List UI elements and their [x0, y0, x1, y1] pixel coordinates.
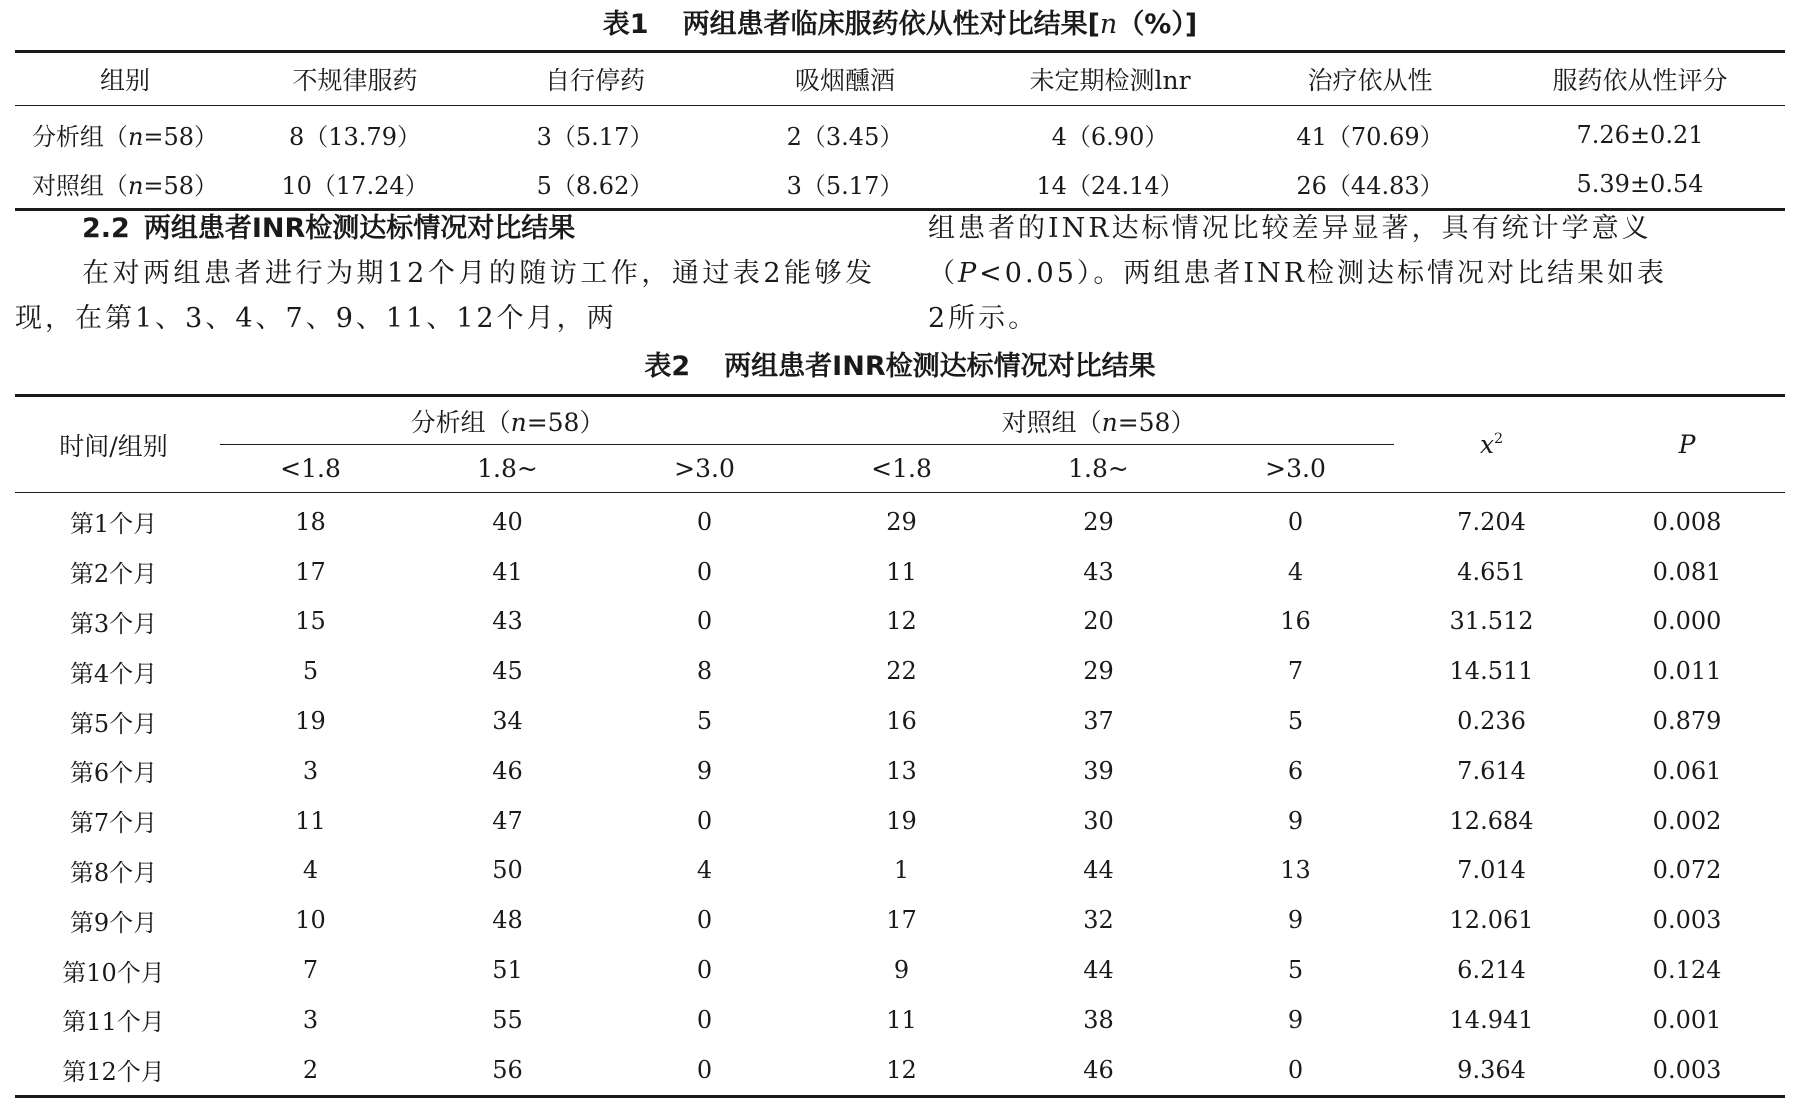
table-cell: 5 [1287, 707, 1304, 736]
table-cell: 11 [886, 557, 917, 586]
table2-header-chi-square [1394, 396, 1589, 493]
table2-row-time: 第11个月 [62, 1008, 165, 1037]
table1-header-score: 服药依从性评分 [1495, 52, 1785, 106]
right-column [928, 206, 1785, 341]
table-cell: 43 [492, 607, 523, 636]
table1-header-irregular: 不规律服药 [235, 52, 475, 106]
table-cell: 0 [696, 557, 713, 586]
table-cell: 4.651 [1457, 557, 1526, 586]
table-cell: 17 [886, 906, 917, 935]
table1-header-self-stop: 自行停药 [475, 52, 715, 106]
table-cell: 0 [1287, 1055, 1304, 1084]
table-cell: 45 [492, 657, 523, 686]
table-cell: 0 [696, 1005, 713, 1034]
table2-subheader: 1.8~ [409, 445, 606, 493]
table-cell: 11 [295, 806, 326, 835]
table-cell: 29 [1083, 657, 1114, 686]
table-cell: 48 [492, 906, 523, 935]
table-row [15, 945, 1785, 995]
table-cell: 41 [492, 557, 523, 586]
table-cell: 8 [696, 657, 713, 686]
table-cell: 19 [295, 707, 326, 736]
table-cell: 3（5.17） [786, 172, 904, 200]
table2-body [15, 493, 1785, 1097]
table-cell: 13 [886, 756, 917, 785]
group-n: n [127, 172, 144, 200]
table-cell: 29 [1083, 507, 1114, 536]
group-suffix: =58） [143, 172, 219, 200]
table-cell: 13 [1280, 856, 1311, 885]
group-n: n [127, 123, 144, 151]
table-cell: 44 [1083, 956, 1114, 985]
table2-subheader: <1.8 [803, 445, 1000, 493]
group2-prefix: 对照组（ [1001, 408, 1102, 437]
table-cell: 1 [893, 856, 910, 885]
table-row [15, 796, 1785, 846]
table1-header-compliance: 治疗依从性 [1245, 52, 1495, 106]
table-cell: 5.39±0.54 [1576, 169, 1704, 198]
table-cell: 3 [302, 1005, 319, 1034]
group2-suffix: =58） [1117, 408, 1196, 437]
table-cell: 0 [696, 806, 713, 835]
table-cell: 40 [492, 507, 523, 536]
table2-row-time: 第5个月 [69, 709, 158, 738]
table-cell: 55 [492, 1005, 523, 1034]
table-cell: 6.214 [1457, 956, 1526, 985]
table-cell: 0 [1287, 507, 1304, 536]
table-cell: 14（24.14） [1036, 172, 1184, 200]
table-cell: 9 [893, 956, 910, 985]
group-prefix: 分析组（ [31, 123, 128, 151]
table-cell: 7.26±0.21 [1576, 120, 1704, 149]
table-cell: 20 [1083, 607, 1114, 636]
table-cell: 31.512 [1449, 607, 1534, 636]
table-cell: 0 [696, 906, 713, 935]
table-cell: 12.061 [1449, 906, 1534, 935]
table-cell: 12 [886, 607, 917, 636]
table-cell: 3 [302, 756, 319, 785]
table-cell: 17 [295, 557, 326, 586]
table-cell: 5 [302, 657, 319, 686]
table-cell: 9 [1287, 806, 1304, 835]
table-cell: 14.941 [1449, 1005, 1534, 1034]
table1-title-main: 两组患者临床服药依从性对比结果[ [682, 9, 1100, 40]
table-cell: 5（8.62） [536, 172, 654, 200]
table-cell: 0.008 [1652, 507, 1722, 536]
table-cell: 32 [1083, 906, 1114, 935]
table-cell: 14.511 [1449, 657, 1534, 686]
table-cell: 5 [696, 707, 713, 736]
table1-header-row [15, 52, 1785, 106]
table-row [15, 547, 1785, 597]
table-row [15, 159, 1785, 210]
left-paragraph: 在对两组患者进行为期12个月的随访工作，通过表2能够发现，在第1、3、4、7、9、11、12个月，两 [15, 258, 875, 334]
table-cell: 4（6.90） [1051, 123, 1169, 151]
table-cell: 2 [302, 1055, 319, 1084]
table2-row-time: 第4个月 [69, 659, 158, 688]
table-cell: 7.204 [1457, 507, 1526, 536]
table-cell: 0.003 [1652, 906, 1722, 935]
table-cell: 30 [1083, 806, 1114, 835]
table2-row-time: 第7个月 [69, 809, 158, 838]
table2-header-time: 时间/组别 [15, 396, 212, 493]
table-cell: 0.879 [1652, 707, 1722, 736]
table-cell: 19 [886, 806, 917, 835]
table-cell: 4 [696, 856, 713, 885]
group1-prefix: 分析组（ [410, 408, 511, 437]
section-2-2 [15, 206, 1785, 346]
table-cell: 8（13.79） [289, 123, 421, 151]
table-cell: 15 [295, 607, 326, 636]
table-cell: 7.614 [1457, 756, 1526, 785]
chi-label: x [1480, 430, 1495, 459]
left-column [15, 206, 875, 341]
table2-header-analysis-group [212, 396, 803, 446]
table-cell: 0.124 [1652, 956, 1722, 985]
table-cell: 43 [1083, 557, 1114, 586]
table-cell: 0.072 [1652, 856, 1722, 885]
table-cell: 46 [1083, 1055, 1114, 1084]
table-cell: 7 [1287, 657, 1304, 686]
table-cell: 29 [886, 507, 917, 536]
table-cell: 11 [886, 1005, 917, 1034]
table2-subheader: >3.0 [1197, 445, 1394, 493]
table1-label: 表1 [602, 9, 649, 40]
table2-row-time: 第1个月 [69, 510, 158, 539]
table-cell: 16 [1280, 607, 1311, 636]
table2-row-time: 第9个月 [69, 908, 158, 937]
table-cell: 0 [696, 507, 713, 536]
p-symbol: P [958, 258, 980, 289]
table-cell: 56 [492, 1055, 523, 1084]
table-cell: 0.061 [1652, 756, 1722, 785]
table-cell: 37 [1083, 707, 1114, 736]
table-cell: 9 [1287, 906, 1304, 935]
table1-header-no-inr-test: 未定期检测lnr [975, 52, 1245, 106]
table-row [15, 846, 1785, 896]
table1-header-smoking-drinking: 吸烟醺酒 [715, 52, 975, 106]
table-cell: 16 [886, 707, 917, 736]
table2-row-time: 第3个月 [69, 609, 158, 638]
table-cell: 0.001 [1652, 1005, 1722, 1034]
table-cell: 39 [1083, 756, 1114, 785]
table-row [15, 895, 1785, 945]
table-cell: 9 [1287, 1005, 1304, 1034]
group1-suffix: =58） [526, 408, 605, 437]
table-cell: 18 [295, 507, 326, 536]
table-row [15, 597, 1785, 647]
table2-row-time: 第10个月 [62, 958, 165, 987]
table-cell: 2（3.45） [786, 123, 904, 151]
table-cell: 4 [302, 856, 319, 885]
section-number: 2.2 [82, 213, 130, 244]
table-row [15, 646, 1785, 696]
table2-header-control-group [803, 396, 1394, 446]
table1-title-rest: （%）] [1117, 9, 1198, 40]
section-heading-text: 两组患者INR检测达标情况对比结果 [143, 213, 576, 244]
paren-open: （ [928, 258, 958, 289]
table-cell: 34 [492, 707, 523, 736]
table-cell: 47 [492, 806, 523, 835]
table-cell: 0.081 [1652, 557, 1722, 586]
table2-caption [0, 348, 1800, 386]
table-row [15, 696, 1785, 746]
table1-row-group [15, 159, 235, 210]
section-heading [15, 206, 875, 251]
table-row [15, 106, 1785, 160]
table-cell: 22 [886, 657, 917, 686]
table-cell: 12.684 [1449, 806, 1534, 835]
table2-title: 两组患者INR检测达标情况对比结果 [724, 351, 1156, 382]
table-cell: 9 [696, 756, 713, 785]
table-row [15, 1045, 1785, 1096]
right-paragraph-line3: 2所示。 [928, 303, 1039, 334]
table-cell: 26（44.83） [1296, 172, 1444, 200]
group-underline [220, 444, 803, 445]
table-cell: 7.014 [1457, 856, 1526, 885]
table-cell: 10 [295, 906, 326, 935]
group1-n: n [510, 408, 527, 437]
right-line2-rest: <0.05）。两组患者INR检测达标情况对比结果如表 [979, 258, 1668, 289]
table-cell: 6 [1287, 756, 1304, 785]
table2-row-time: 第12个月 [62, 1058, 165, 1087]
group-prefix: 对照组（ [31, 172, 128, 200]
table1 [15, 50, 1785, 211]
table-cell: 44 [1083, 856, 1114, 885]
table-cell: 12 [886, 1055, 917, 1084]
table-row [15, 995, 1785, 1045]
table2-row-time: 第8个月 [69, 858, 158, 887]
table2-label: 表2 [644, 351, 691, 382]
table2 [15, 394, 1785, 1098]
table2-subheader: >3.0 [606, 445, 803, 493]
table-cell: 0.002 [1652, 806, 1722, 835]
table1-row-group [15, 106, 235, 160]
table-cell: 10（17.24） [281, 172, 429, 200]
table-cell: 38 [1083, 1005, 1114, 1034]
table-cell: 7 [302, 956, 319, 985]
table-row [15, 493, 1785, 547]
table-cell: 0.003 [1652, 1055, 1722, 1084]
table1-caption [0, 6, 1800, 44]
right-paragraph-line1: 组患者的INR达标情况比较差异显著，具有统计学意义 [928, 213, 1652, 244]
table-cell: 0.236 [1457, 707, 1526, 736]
table2-subheader: <1.8 [212, 445, 409, 493]
right-paragraph-line2 [928, 251, 1785, 296]
table1-title-n: n [1099, 9, 1118, 40]
chi-sup: 2 [1494, 431, 1504, 447]
group-suffix: =58） [143, 123, 219, 151]
table-cell: 0 [696, 607, 713, 636]
table2-header-p: P [1589, 396, 1785, 493]
table-cell: 0.000 [1652, 607, 1722, 636]
table1-header-group: 组别 [15, 52, 235, 106]
table2-row-time: 第6个月 [69, 759, 158, 788]
table-cell: 41（70.69） [1296, 123, 1444, 151]
table-cell: 46 [492, 756, 523, 785]
table2-header-row-1 [15, 396, 1785, 446]
table-cell: 51 [492, 956, 523, 985]
table-cell: 0.011 [1652, 657, 1722, 686]
group-underline [803, 444, 1394, 445]
table-cell: 9.364 [1457, 1055, 1526, 1084]
table-cell: 4 [1287, 557, 1304, 586]
table-row [15, 746, 1785, 796]
table-cell: 3（5.17） [536, 123, 654, 151]
table2-subheader: 1.8~ [1000, 445, 1197, 493]
group2-n: n [1101, 408, 1118, 437]
table-cell: 5 [1287, 956, 1304, 985]
table-cell: 50 [492, 856, 523, 885]
table2-row-time: 第2个月 [69, 560, 158, 589]
table-cell: 0 [696, 1055, 713, 1084]
table-cell: 0 [696, 956, 713, 985]
